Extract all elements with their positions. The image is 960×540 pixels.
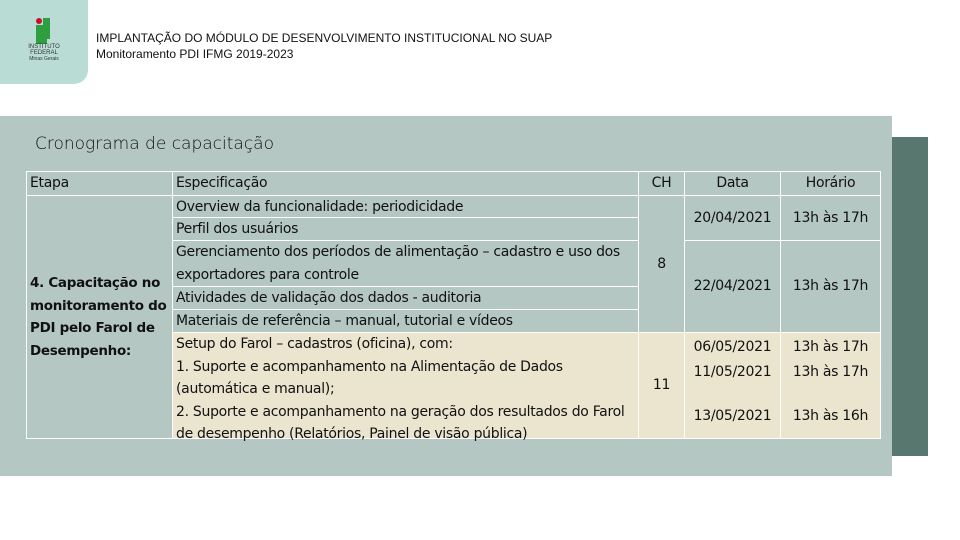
date-value: 11/05/2021 xyxy=(693,364,772,380)
logo-text-2: FEDERAL xyxy=(30,50,58,56)
etapa-line: PDI pelo Farol de xyxy=(30,320,155,336)
header-ch: CH xyxy=(638,171,685,196)
date-value: 13/05/2021 xyxy=(693,408,772,424)
time-cell: 13h às 17h xyxy=(780,240,881,333)
header-horario: Horário xyxy=(780,171,881,196)
time-value: 13h às 17h xyxy=(792,339,869,355)
time-value: 13h às 17h xyxy=(792,364,869,380)
section-title: Cronograma de capacitação xyxy=(35,134,274,154)
etapa-line: 4. Capacitação no xyxy=(30,275,161,291)
side-accent-bar xyxy=(892,137,928,456)
etapa-line: Desempenho: xyxy=(30,342,132,359)
date-value: 06/05/2021 xyxy=(693,339,772,355)
spec-setup-line: 2. Suporte e acompanhamento na geração dos resultados do Farol de desempenho (Relatórios, Painel de visão pública) xyxy=(176,403,625,442)
etapa-cell xyxy=(26,195,173,439)
header-data: Data xyxy=(684,171,781,196)
ch-cell: 11 xyxy=(638,332,685,439)
logo-text-1: INSTITUTO xyxy=(28,44,60,50)
header-especificacao: Especificação xyxy=(172,171,639,196)
header-title xyxy=(96,30,552,62)
logo-text xyxy=(18,44,70,62)
spec-cell: Perfil dos usuários xyxy=(172,217,639,241)
logo-box xyxy=(0,0,88,84)
date-cell: 20/04/2021 xyxy=(684,195,781,241)
spec-cell: Materiais de referência – manual, tutorial e vídeos xyxy=(172,309,639,333)
etapa-line: monitoramento do xyxy=(30,297,167,314)
spec-setup-line: 1. Suporte e acompanhamento na Alimentação de Dados (automática e manual); xyxy=(176,358,563,397)
spec-setup-cell xyxy=(172,332,639,442)
date-cell-group xyxy=(684,332,781,439)
time-cell-group xyxy=(780,332,881,439)
spec-cell: Gerenciamento dos períodos de alimentação – cadastro e uso dos exportadores para controle xyxy=(172,240,639,287)
ch-cell: 8 xyxy=(638,195,685,333)
header-line2: Monitoramento PDI IFMG 2019-2023 xyxy=(96,47,294,61)
time-value: 13h às 16h xyxy=(792,408,869,424)
spec-setup-line: Setup do Farol – cadastros (oficina), com: xyxy=(176,336,453,352)
spec-cell: Atividades de validação dos dados - auditoria xyxy=(172,286,639,310)
header-etapa: Etapa xyxy=(26,171,173,196)
logo-text-3: Minas Gerais xyxy=(29,56,59,62)
date-cell: 22/04/2021 xyxy=(684,240,781,333)
spec-cell: Overview da funcionalidade: periodicidade xyxy=(172,195,639,218)
header-line1: IMPLANTAÇÃO DO MÓDULO DE DESENVOLVIMENTO INSTITUCIONAL NO SUAP xyxy=(96,31,553,45)
time-cell: 13h às 17h xyxy=(780,195,881,241)
